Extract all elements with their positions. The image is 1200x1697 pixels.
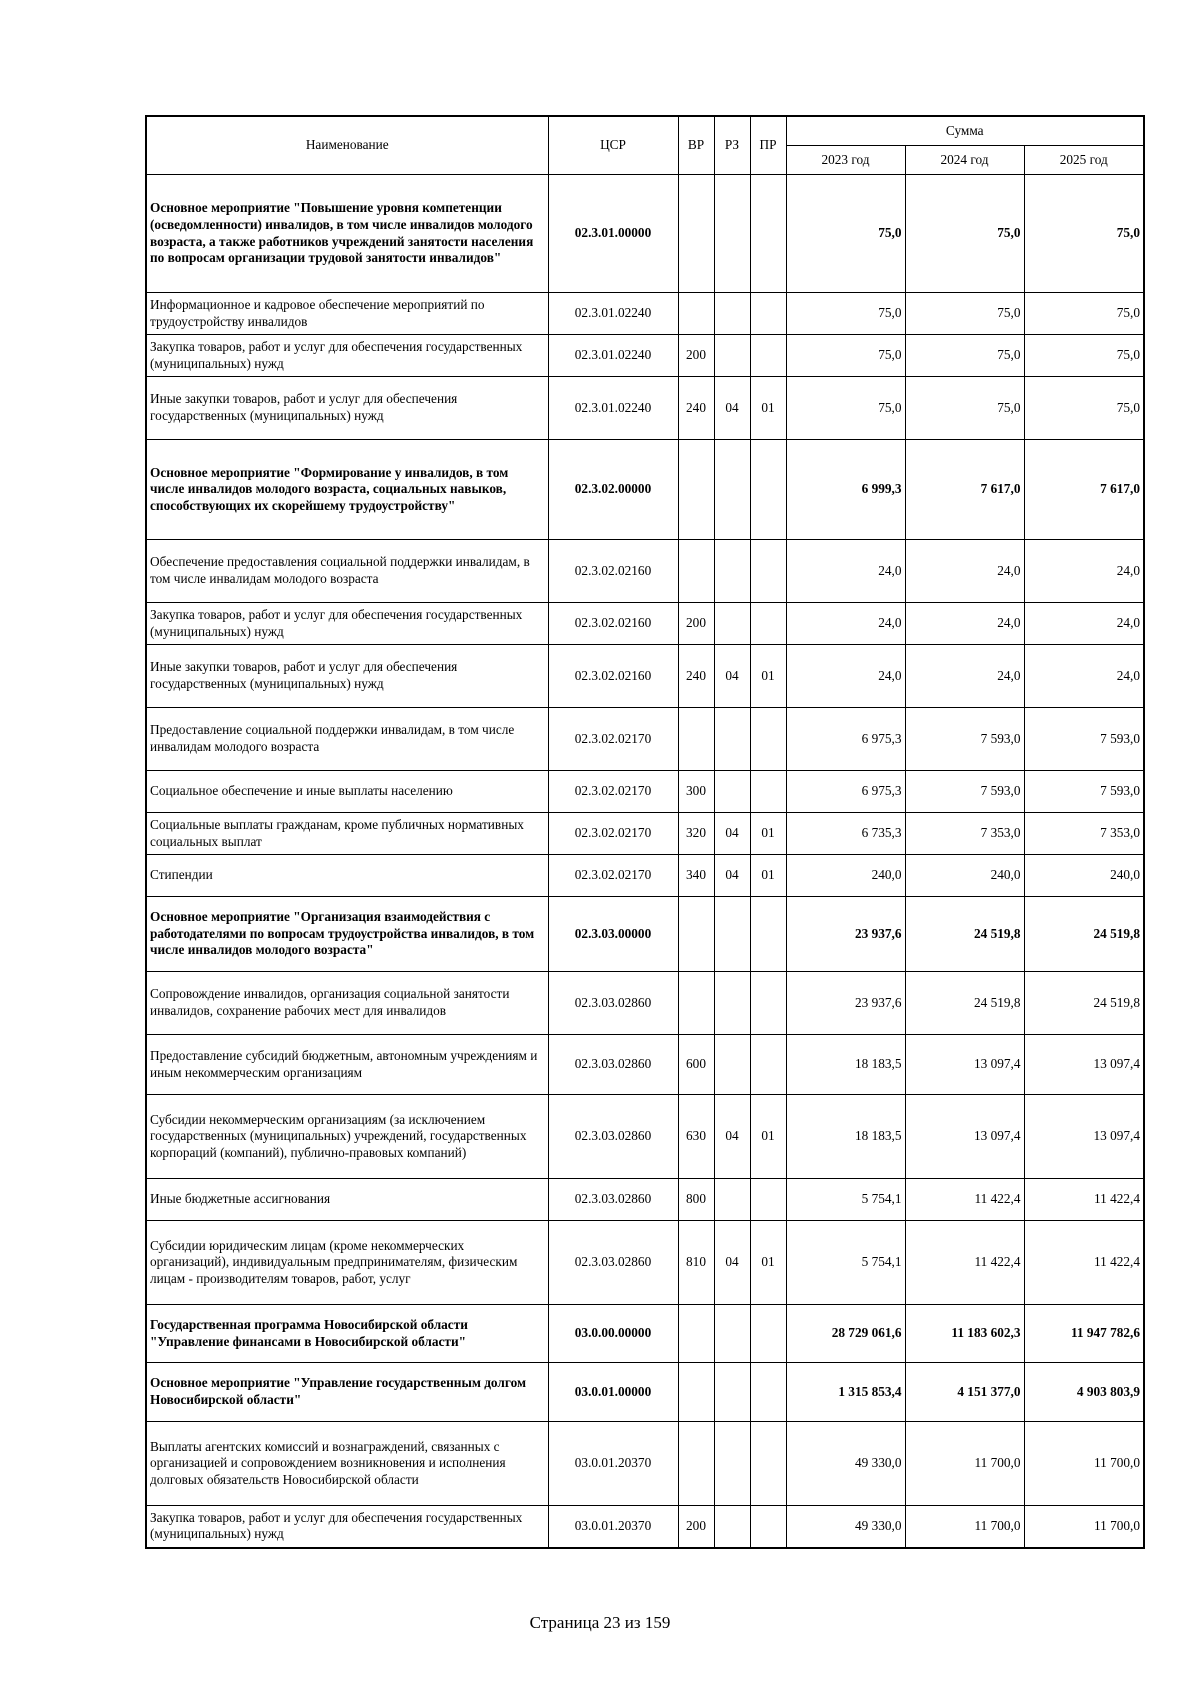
cell-csr: 02.3.02.02160 [548, 540, 678, 603]
header-year-2023: 2023 год [786, 146, 905, 175]
cell-csr: 02.3.01.00000 [548, 175, 678, 293]
cell-rz [714, 708, 750, 771]
cell-name: Основное мероприятие "Управление государственным долгом Новосибирской области" [146, 1363, 548, 1422]
table-row [146, 1035, 1144, 1095]
table-row [146, 377, 1144, 440]
cell-pr [750, 603, 786, 645]
header-rz: РЗ [714, 116, 750, 175]
header-year-2024: 2024 год [905, 146, 1024, 175]
header-pr: ПР [750, 116, 786, 175]
table-row [146, 603, 1144, 645]
cell-vr: 810 [678, 1221, 714, 1305]
cell-name: Иные закупки товаров, работ и услуг для обеспечения государственных (муниципальных) нужд [146, 377, 548, 440]
cell-name: Субсидии некоммерческим организациям (за исключением государственных (муниципальных) учреждений, государственных корпораций (компаний), публично-правовых компаний) [146, 1095, 548, 1179]
cell-vr: 240 [678, 377, 714, 440]
cell-name: Субсидии юридическим лицам (кроме некоммерческих организаций), индивидуальным предпринимателям, физическим лицам - производителям товаров, работ, услуг [146, 1221, 548, 1305]
header-sum: Сумма [786, 116, 1144, 146]
cell-pr: 01 [750, 645, 786, 708]
cell-name: Закупка товаров, работ и услуг для обеспечения государственных (муниципальных) нужд [146, 335, 548, 377]
cell-rz: 04 [714, 645, 750, 708]
cell-name: Иные бюджетные ассигнования [146, 1179, 548, 1221]
header-vr: ВР [678, 116, 714, 175]
cell-2025: 24 519,8 [1024, 897, 1144, 972]
cell-2025: 11 947 782,6 [1024, 1305, 1144, 1363]
cell-2023: 24,0 [786, 540, 905, 603]
cell-vr: 300 [678, 771, 714, 813]
cell-2024: 13 097,4 [905, 1035, 1024, 1095]
cell-pr [750, 1179, 786, 1221]
cell-pr [750, 1305, 786, 1363]
cell-rz [714, 1422, 750, 1506]
cell-pr [750, 1422, 786, 1506]
cell-name: Сопровождение инвалидов, организация социальной занятости инвалидов, сохранение рабочих мест для инвалидов [146, 972, 548, 1035]
cell-vr [678, 293, 714, 335]
cell-pr [750, 708, 786, 771]
cell-name: Основное мероприятие "Организация взаимодействия с работодателями по вопросам трудоустройства инвалидов, в том числе инвалидов молодого возраста" [146, 897, 548, 972]
cell-rz [714, 1035, 750, 1095]
cell-2024: 240,0 [905, 855, 1024, 897]
cell-csr: 02.3.03.00000 [548, 897, 678, 972]
table-row [146, 771, 1144, 813]
cell-csr: 02.3.03.02860 [548, 972, 678, 1035]
cell-vr [678, 897, 714, 972]
cell-2024: 7 593,0 [905, 771, 1024, 813]
cell-2025: 75,0 [1024, 293, 1144, 335]
cell-2023: 18 183,5 [786, 1035, 905, 1095]
cell-2025: 75,0 [1024, 377, 1144, 440]
cell-pr: 01 [750, 1095, 786, 1179]
cell-rz [714, 1506, 750, 1548]
cell-2025: 24,0 [1024, 645, 1144, 708]
cell-2025: 11 700,0 [1024, 1422, 1144, 1506]
cell-pr [750, 897, 786, 972]
table-body [146, 175, 1144, 1548]
cell-2023: 24,0 [786, 603, 905, 645]
table-row [146, 855, 1144, 897]
cell-2023: 1 315 853,4 [786, 1363, 905, 1422]
cell-2024: 4 151 377,0 [905, 1363, 1024, 1422]
budget-table [145, 115, 1145, 1549]
cell-name: Закупка товаров, работ и услуг для обеспечения государственных (муниципальных) нужд [146, 1506, 548, 1548]
cell-name: Основное мероприятие "Формирование у инвалидов, в том числе инвалидов молодого возраста, социальных навыков, способствующих их скорейшему трудоустройству" [146, 440, 548, 540]
cell-2024: 75,0 [905, 335, 1024, 377]
cell-rz: 04 [714, 377, 750, 440]
cell-2025: 7 617,0 [1024, 440, 1144, 540]
cell-csr: 03.0.01.00000 [548, 1363, 678, 1422]
table-row [146, 1363, 1144, 1422]
header-year-2025: 2025 год [1024, 146, 1144, 175]
cell-2025: 24,0 [1024, 540, 1144, 603]
cell-vr: 240 [678, 645, 714, 708]
cell-2024: 11 700,0 [905, 1422, 1024, 1506]
cell-name: Социальное обеспечение и иные выплаты населению [146, 771, 548, 813]
table-row [146, 1422, 1144, 1506]
cell-vr [678, 540, 714, 603]
cell-pr: 01 [750, 855, 786, 897]
cell-name: Социальные выплаты гражданам, кроме публичных нормативных социальных выплат [146, 813, 548, 855]
cell-csr: 02.3.02.02160 [548, 645, 678, 708]
page-number: Страница 23 из 159 [529, 1613, 671, 1632]
cell-rz [714, 897, 750, 972]
table-row [146, 972, 1144, 1035]
cell-vr [678, 1305, 714, 1363]
cell-rz [714, 1179, 750, 1221]
table-row [146, 540, 1144, 603]
cell-vr: 630 [678, 1095, 714, 1179]
cell-2023: 6 975,3 [786, 771, 905, 813]
cell-pr [750, 540, 786, 603]
cell-csr: 02.3.01.02240 [548, 335, 678, 377]
table-row [146, 1305, 1144, 1363]
cell-2025: 7 593,0 [1024, 708, 1144, 771]
cell-2023: 75,0 [786, 377, 905, 440]
table-row [146, 1506, 1144, 1548]
cell-rz [714, 972, 750, 1035]
cell-2023: 28 729 061,6 [786, 1305, 905, 1363]
cell-name: Предоставление социальной поддержки инвалидам, в том числе инвалидам молодого возраста [146, 708, 548, 771]
cell-name: Информационное и кадровое обеспечение мероприятий по трудоустройству инвалидов [146, 293, 548, 335]
cell-2024: 7 353,0 [905, 813, 1024, 855]
cell-csr: 02.3.01.02240 [548, 293, 678, 335]
cell-2023: 6 975,3 [786, 708, 905, 771]
cell-2025: 13 097,4 [1024, 1095, 1144, 1179]
cell-2025: 24,0 [1024, 603, 1144, 645]
cell-rz: 04 [714, 1095, 750, 1179]
cell-2024: 24 519,8 [905, 972, 1024, 1035]
cell-2023: 18 183,5 [786, 1095, 905, 1179]
cell-rz [714, 540, 750, 603]
cell-vr: 340 [678, 855, 714, 897]
cell-vr [678, 440, 714, 540]
cell-csr: 02.3.03.02860 [548, 1095, 678, 1179]
cell-2023: 23 937,6 [786, 897, 905, 972]
cell-vr: 200 [678, 335, 714, 377]
cell-pr: 01 [750, 813, 786, 855]
cell-name: Предоставление субсидий бюджетным, автономным учреждениям и иным некоммерческим организациям [146, 1035, 548, 1095]
cell-2023: 6 735,3 [786, 813, 905, 855]
cell-2023: 23 937,6 [786, 972, 905, 1035]
cell-2023: 5 754,1 [786, 1221, 905, 1305]
cell-2025: 4 903 803,9 [1024, 1363, 1144, 1422]
cell-rz [714, 293, 750, 335]
cell-vr: 600 [678, 1035, 714, 1095]
cell-csr: 03.0.01.20370 [548, 1422, 678, 1506]
cell-rz [714, 771, 750, 813]
cell-2023: 49 330,0 [786, 1422, 905, 1506]
cell-rz [714, 335, 750, 377]
cell-2025: 11 422,4 [1024, 1221, 1144, 1305]
cell-vr: 800 [678, 1179, 714, 1221]
cell-rz: 04 [714, 813, 750, 855]
cell-2023: 6 999,3 [786, 440, 905, 540]
cell-pr [750, 175, 786, 293]
table-row [146, 1095, 1144, 1179]
header-csr: ЦСР [548, 116, 678, 175]
table-row [146, 440, 1144, 540]
cell-csr: 02.3.03.02860 [548, 1179, 678, 1221]
table-row [146, 293, 1144, 335]
table-row [146, 1179, 1144, 1221]
cell-name: Выплаты агентских комиссий и вознаграждений, связанных с организацией и сопровождением возникновения и исполнения долговых обязательств Новосибирской области [146, 1422, 548, 1506]
cell-vr: 200 [678, 1506, 714, 1548]
cell-2025: 7 593,0 [1024, 771, 1144, 813]
cell-2024: 11 422,4 [905, 1221, 1024, 1305]
cell-vr [678, 1363, 714, 1422]
cell-rz [714, 440, 750, 540]
cell-2025: 240,0 [1024, 855, 1144, 897]
cell-csr: 02.3.02.02170 [548, 813, 678, 855]
cell-2023: 75,0 [786, 175, 905, 293]
table-row [146, 335, 1144, 377]
cell-name: Закупка товаров, работ и услуг для обеспечения государственных (муниципальных) нужд [146, 603, 548, 645]
cell-2024: 24,0 [905, 603, 1024, 645]
cell-pr [750, 771, 786, 813]
table-row [146, 813, 1144, 855]
cell-name: Стипендии [146, 855, 548, 897]
cell-pr [750, 1506, 786, 1548]
cell-2024: 11 183 602,3 [905, 1305, 1024, 1363]
cell-csr: 02.3.02.02170 [548, 708, 678, 771]
cell-csr: 02.3.01.02240 [548, 377, 678, 440]
cell-vr: 320 [678, 813, 714, 855]
table-row [146, 645, 1144, 708]
cell-csr: 03.0.01.20370 [548, 1506, 678, 1548]
cell-2024: 75,0 [905, 377, 1024, 440]
cell-2023: 75,0 [786, 335, 905, 377]
cell-csr: 02.3.03.02860 [548, 1035, 678, 1095]
cell-rz [714, 175, 750, 293]
cell-name: Государственная программа Новосибирской области "Управление финансами в Новосибирской области" [146, 1305, 548, 1363]
cell-csr: 02.3.02.02160 [548, 603, 678, 645]
cell-rz [714, 603, 750, 645]
cell-2024: 24,0 [905, 645, 1024, 708]
table-row [146, 1221, 1144, 1305]
cell-2024: 75,0 [905, 175, 1024, 293]
cell-rz: 04 [714, 1221, 750, 1305]
cell-vr: 200 [678, 603, 714, 645]
cell-csr: 02.3.02.02170 [548, 855, 678, 897]
cell-name: Иные закупки товаров, работ и услуг для обеспечения государственных (муниципальных) нужд [146, 645, 548, 708]
cell-vr [678, 708, 714, 771]
table-row [146, 708, 1144, 771]
cell-2024: 13 097,4 [905, 1095, 1024, 1179]
cell-2023: 49 330,0 [786, 1506, 905, 1548]
cell-2025: 11 700,0 [1024, 1506, 1144, 1548]
cell-name: Основное мероприятие "Повышение уровня компетенции (осведомленности) инвалидов, в том числе инвалидов молодого возраста, а также работников учреждений занятости населения по вопросам организации трудовой занятости инвалидов" [146, 175, 548, 293]
cell-csr: 03.0.00.00000 [548, 1305, 678, 1363]
table-row [146, 897, 1144, 972]
cell-pr [750, 440, 786, 540]
cell-2025: 7 353,0 [1024, 813, 1144, 855]
cell-name: Обеспечение предоставления социальной поддержки инвалидам, в том числе инвалидам молодого возраста [146, 540, 548, 603]
cell-2023: 75,0 [786, 293, 905, 335]
cell-rz [714, 1305, 750, 1363]
cell-rz [714, 1363, 750, 1422]
cell-2024: 75,0 [905, 293, 1024, 335]
cell-2023: 240,0 [786, 855, 905, 897]
cell-2023: 5 754,1 [786, 1179, 905, 1221]
cell-2024: 24,0 [905, 540, 1024, 603]
cell-rz: 04 [714, 855, 750, 897]
cell-csr: 02.3.02.00000 [548, 440, 678, 540]
table-row [146, 175, 1144, 293]
cell-pr: 01 [750, 377, 786, 440]
cell-vr [678, 175, 714, 293]
cell-pr [750, 972, 786, 1035]
cell-csr: 02.3.03.02860 [548, 1221, 678, 1305]
cell-2024: 7 617,0 [905, 440, 1024, 540]
cell-2025: 75,0 [1024, 175, 1144, 293]
cell-vr [678, 1422, 714, 1506]
cell-pr [750, 335, 786, 377]
cell-2024: 24 519,8 [905, 897, 1024, 972]
cell-2024: 11 700,0 [905, 1506, 1024, 1548]
cell-pr [750, 1363, 786, 1422]
cell-2024: 11 422,4 [905, 1179, 1024, 1221]
cell-2025: 75,0 [1024, 335, 1144, 377]
cell-2025: 11 422,4 [1024, 1179, 1144, 1221]
cell-2024: 7 593,0 [905, 708, 1024, 771]
cell-2025: 13 097,4 [1024, 1035, 1144, 1095]
cell-csr: 02.3.02.02170 [548, 771, 678, 813]
cell-2023: 24,0 [786, 645, 905, 708]
cell-vr [678, 972, 714, 1035]
cell-2025: 24 519,8 [1024, 972, 1144, 1035]
header-name: Наименование [146, 116, 548, 175]
cell-pr: 01 [750, 1221, 786, 1305]
cell-pr [750, 293, 786, 335]
cell-pr [750, 1035, 786, 1095]
